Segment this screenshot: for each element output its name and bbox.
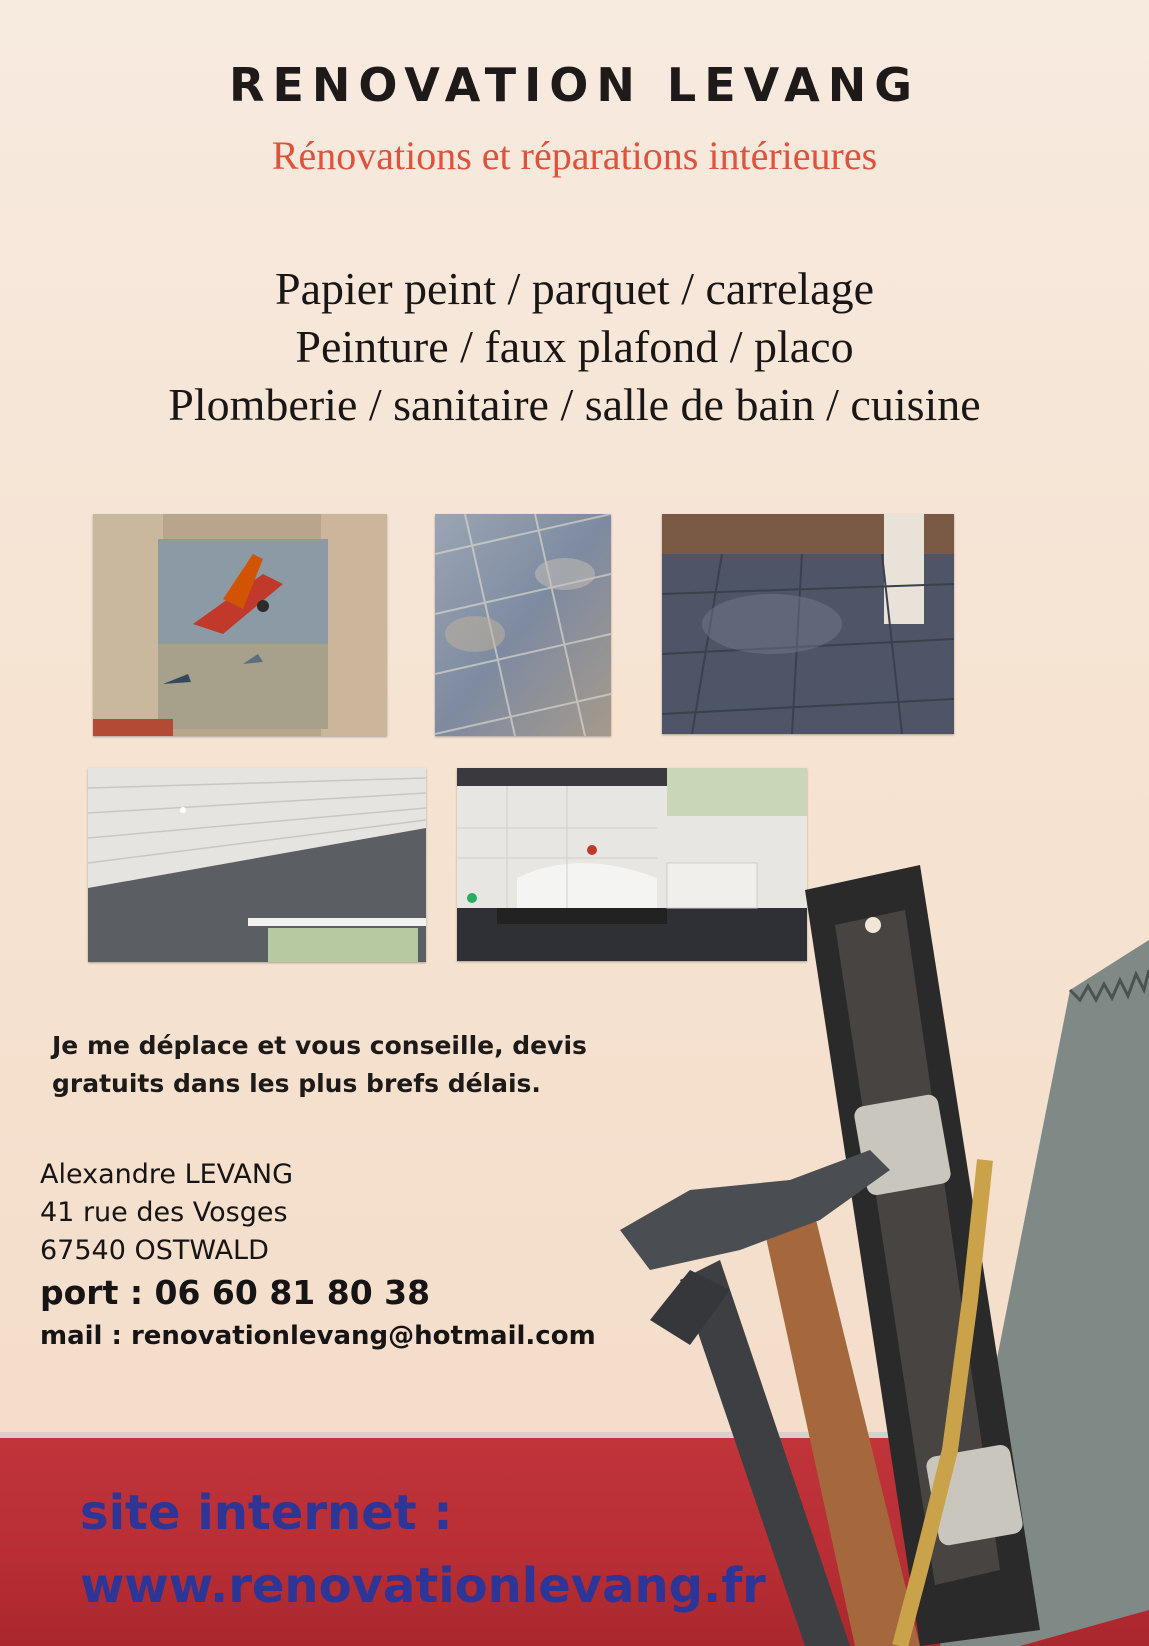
service-line: Peinture / faux plafond / placo — [295, 321, 854, 372]
services-list — [0, 260, 1149, 434]
contact-name: Alexandre LEVANG — [40, 1159, 294, 1190]
advice-line: gratuits dans les plus brefs délais. — [52, 1069, 541, 1098]
advice-text — [52, 1027, 692, 1103]
photo-false-ceiling — [88, 768, 426, 962]
website-link[interactable]: www.renovationlevang.fr — [80, 1558, 766, 1614]
contact-phone[interactable]: port : 06 60 81 80 38 — [40, 1273, 431, 1312]
website-label: site internet : — [80, 1485, 453, 1541]
contact-street: 41 rue des Vosges — [40, 1197, 288, 1228]
service-line: Papier peint / parquet / carrelage — [275, 263, 874, 314]
contact-email[interactable]: mail : renovationlevang@hotmail.com — [40, 1321, 596, 1351]
company-subtitle: Rénovations et réparations intérieures — [271, 133, 878, 178]
photo-tiles-closeup — [435, 514, 611, 736]
tools-illustration-icon — [620, 850, 1149, 1646]
photo-wallpaper-mural — [93, 514, 387, 736]
company-title: RENOVATION LEVANG — [229, 58, 920, 112]
photo-tiled-floor — [662, 514, 954, 734]
advice-line: Je me déplace et vous conseille, devis — [52, 1031, 587, 1060]
contact-block — [40, 1156, 596, 1356]
contact-city: 67540 OSTWALD — [40, 1235, 269, 1266]
service-line: Plomberie / sanitaire / salle de bain / cuisine — [168, 379, 981, 430]
